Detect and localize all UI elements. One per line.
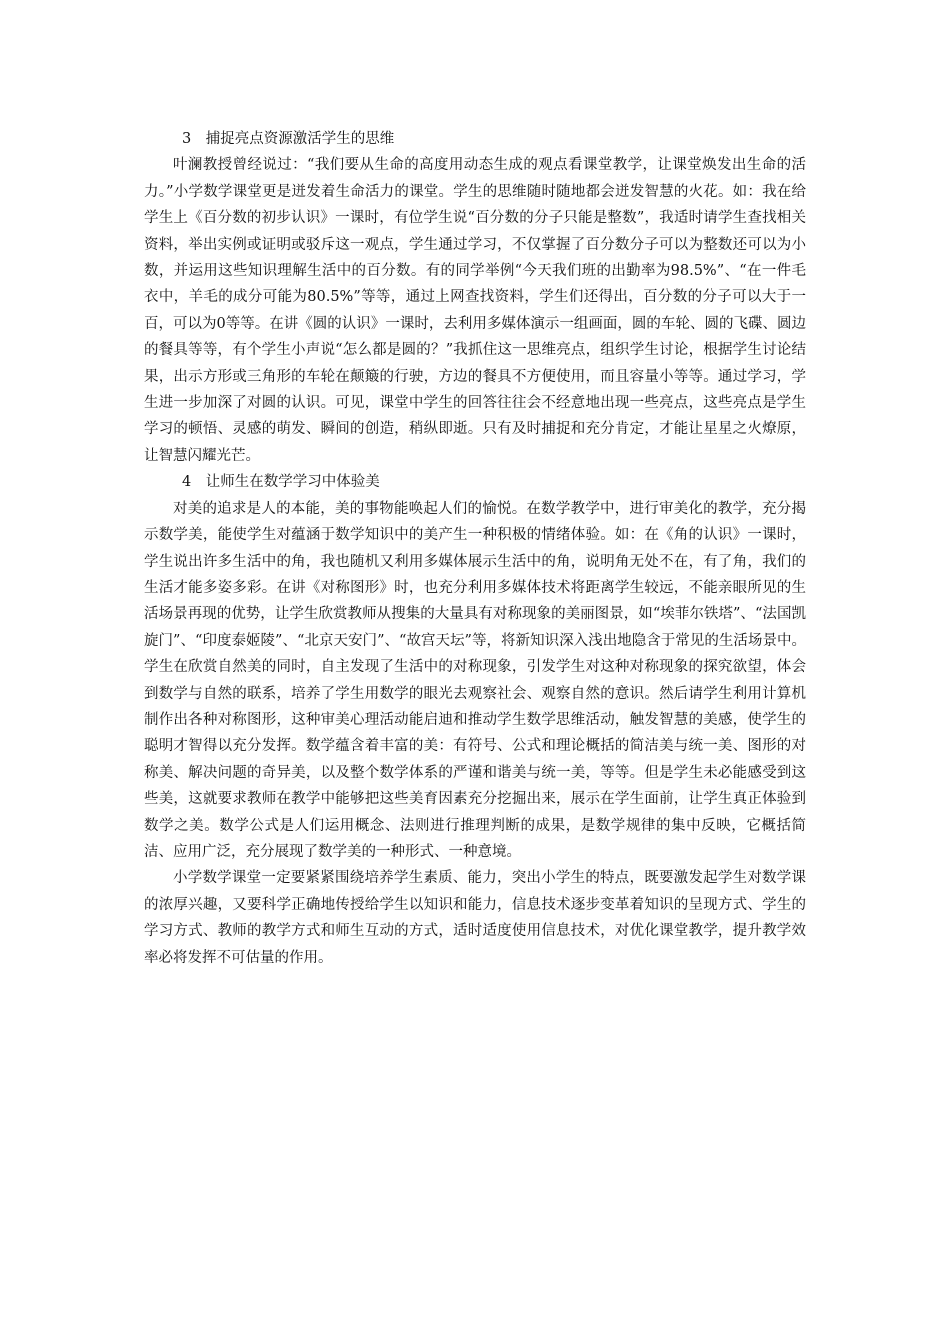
section-3-heading: 3 捕捉亮点资源激活学生的思维 bbox=[182, 131, 395, 147]
document-page bbox=[144, 126, 806, 971]
section-4-heading: 4 让师生在数学学习中体验美 bbox=[182, 474, 380, 491]
section-3-paragraph: 叶澜教授曾经说过：“我们要从生命的高度用动态生成的观点看课堂教学，让课堂焕发出生命的活力。”小学数学课堂更是迸发着生命活力的课堂。学生的思维随时随地都会迸发智慧的火花。如：我在给学生上《百分数的初步认识》一课时，有位学生说“百分数的分子只能是整数”，我适时请学生查找相关资料，举出实例或证明或驳斥这一观点，学生通过学习，不仅掌握了百分数分子可以为整数还可以为小数，并运用这些知识理解生活中的百分数。有的同学举例“今天我们班的出勤率为98.5%”、“在一件毛衣中，羊毛的成分可能为80.5%”等等，通过上网查找资料，学生们还得出，百分数的分子可以大于一百，可以为0等等。在讲《圆的认识》一课时，去利用多媒体演示一组画面，圆的车轮、圆的飞碟、圆边的餐具等等，有个学生小声说“怎么都是圆的？”我抓住这一思维亮点，组织学生讨论，根据学生讨论结果，出示方形或三角形的车轮在颠簸的行驶，方边的餐具不方便使用，而且容量小等等。通过学习，学生进一步加深了对圆的认识。可见，课堂中学生的回答往往会不经意地出现一些亮点，这些亮点是学生学习的顿悟、灵感的萌发、瞬间的创造，稍纵即逝。只有及时捕捉和充分肯定，才能让星星之火燎原，让智慧闪耀光芒。 bbox=[144, 157, 806, 464]
section-4-paragraph-1: 对美的追求是人的本能，美的事物能唤起人们的愉悦。在数学教学中，进行审美化的教学，充分揭示数学美，能使学生对蕴涵于数学知识中的美产生一种积极的情绪体验。如：在《角的认识》一课时，学生说出许多生活中的角，我也随机又利用多媒体展示生活中的角，说明角无处不在，有了角，我们的生活才能多姿多彩。在讲《对称图形》时，也充分利用多媒体技术将距离学生较远，不能亲眼所见的生活场景再现的优势，让学生欣赏教师从搜集的大量具有对称现象的美丽图景，如“埃菲尔铁塔”、“法国凯旋门”、“印度泰姬陵”、“北京天安门”、“故宫天坛”等，将新知识深入浅出地隐含于常见的生活场景中。学生在欣赏自然美的同时，自主发现了生活中的对称现象，引发学生对这种对称现象的探究欲望，体会到数学与自然的联系，培养了学生用数学的眼光去观察社会、观察自然的意识。然后请学生利用计算机制作出各种对称图形，这种审美心理活动能启迪和推动学生数学思维活动，触发智慧的美感，使学生的聪明才智得以充分发挥。数学蕴含着丰富的美：有符号、公式和理论概括的简洁美与统一美、图形的对称美、解决问题的奇异美，以及整个数学体系的严谨和谐美与统一美，等等。但是学生未必能感受到这些美，这就要求教师在教学中能够把这些美育因素充分挖掘出来，展示在学生面前，让学生真正体验到数学之美。数学公式是人们运用概念、法则进行推理判断的成果，是数学规律的集中反映，它概括简洁、应用广泛，充分展现了数学美的一种形式、一种意境。 bbox=[144, 500, 806, 860]
section-4-paragraph-2: 小学数学课堂一定要紧紧围绕培养学生素质、能力，突出小学生的特点，既要激发起学生对数学课的浓厚兴趣，又要科学正确地传授给学生以知识和能力，信息技术逐步变革着知识的呈现方式、学生的学习方式、教师的教学方式和师生互动的方式，适时适度使用信息技术，对优化课堂教学，提升教学效率必将发挥不可估量的作用。 bbox=[144, 870, 806, 966]
